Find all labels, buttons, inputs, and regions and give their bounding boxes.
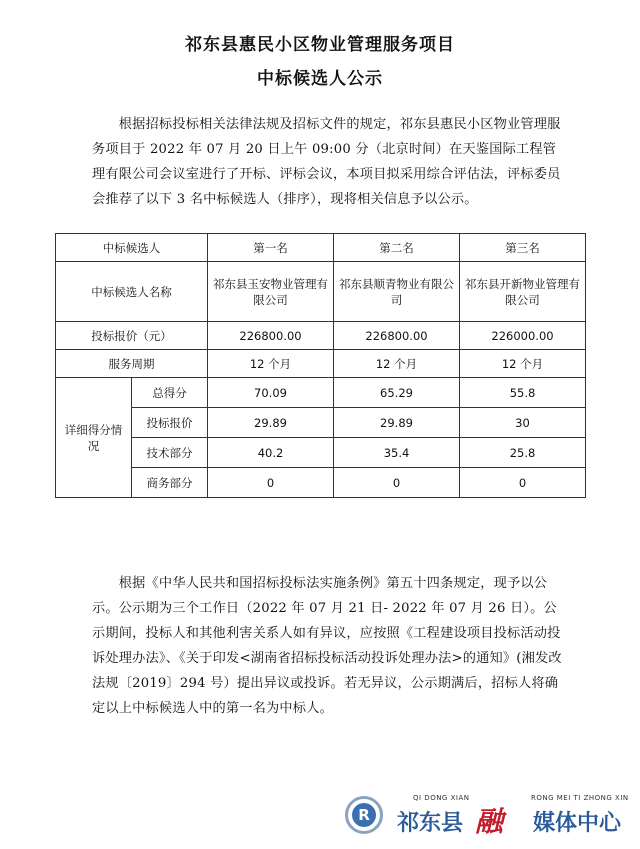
- period-cell: 12 个月: [334, 350, 460, 378]
- pinyin-right: RONG MEI TI ZHONG XIN: [531, 794, 629, 802]
- price-cell: 226800.00: [334, 322, 460, 350]
- score-cell: 40.2: [208, 438, 334, 468]
- header-label-cell: 中标候选人: [56, 234, 208, 262]
- score-cell: 25.8: [460, 438, 586, 468]
- table-row: [56, 262, 586, 322]
- price-cell: 226800.00: [208, 322, 334, 350]
- period-label-cell: 服务周期: [56, 350, 208, 378]
- rank-cell: 第三名: [460, 234, 586, 262]
- score-cell: 0: [334, 468, 460, 498]
- price-label-cell: 投标报价（元）: [56, 322, 208, 350]
- table-row: [56, 378, 586, 408]
- score-cell: 29.89: [208, 408, 334, 438]
- score-cell: 29.89: [334, 408, 460, 438]
- pinyin-left: QI DONG XIAN: [413, 794, 470, 802]
- score-cell: 35.4: [334, 438, 460, 468]
- table-row: [56, 438, 586, 468]
- table-row: [56, 234, 586, 262]
- media-logo-icon: [345, 796, 383, 834]
- rank-cell: 第二名: [334, 234, 460, 262]
- detail-group-label: 详细得分情况: [64, 422, 123, 453]
- score-cell: 70.09: [208, 378, 334, 408]
- watermark-text-mid: 融: [475, 805, 504, 838]
- candidate-name-cell: 祁东县玉安物业管理有限公司: [208, 262, 334, 322]
- watermark-text-left: 祁东县: [397, 811, 464, 836]
- score-cell: 30: [460, 408, 586, 438]
- logo-letter: R: [352, 803, 376, 827]
- name-label-cell: 中标候选人名称: [56, 262, 208, 322]
- candidate-name-cell: 祁东县开新物业管理有限公司: [460, 262, 586, 322]
- score-label-cell: 投标报价: [132, 408, 208, 438]
- notice-text: 根据《中华人民共和国招标投标法实施条例》第五十四条规定，现予以公示。公示期为三个工作日（2022 年 07 月 21 日- 2022 年 07 月 26 日）。公示期间，投标人和其他利害关系人如有异议，应按照《工程建设项目投标活动投诉处理办法》、《关于印发<湖南省招标投标活动投诉处理办法>的通知》(湘发改法规〔2019〕294 号）提出异议或投诉。若无异议，公示期满后，招标人将确定以上中标候选人中的第一名为中标人。: [92, 576, 562, 716]
- document-title: 祁东县惠民小区物业管理服务项目: [185, 35, 455, 55]
- media-center-watermark: [335, 792, 635, 844]
- watermark-text-right: 媒体中心: [533, 811, 622, 836]
- price-cell: 226000.00: [460, 322, 586, 350]
- score-cell: 55.8: [460, 378, 586, 408]
- score-cell: 0: [208, 468, 334, 498]
- intro-paragraph: [92, 112, 562, 212]
- rank-cell: 第一名: [208, 234, 334, 262]
- notice-paragraph: [92, 571, 562, 721]
- score-label-cell: 总得分: [132, 378, 208, 408]
- period-cell: 12 个月: [460, 350, 586, 378]
- intro-text: 根据招标投标相关法律法规及招标文件的规定，祁东县惠民小区物业管理服务项目于 2022 年 07 月 20 日上午 09:00 分（北京时间）在天鉴国际工程管理有限公司会议室进行了开标、评标会议，本项目拟采用综合评估法，评标委员会推荐了以下 3 名中标候选人（排序），现将相关信息予以公示。: [92, 117, 561, 207]
- period-cell: 12 个月: [208, 350, 334, 378]
- candidate-name-cell: 祁东县顺青物业有限公司: [334, 262, 460, 322]
- table-row: [56, 322, 586, 350]
- table-row: [56, 408, 586, 438]
- table-row: [56, 468, 586, 498]
- document-subtitle: 中标候选人公示: [257, 69, 383, 89]
- table-row: [56, 350, 586, 378]
- candidate-table: [55, 233, 586, 498]
- detail-group-cell: [56, 378, 132, 498]
- score-label-cell: 技术部分: [132, 438, 208, 468]
- score-cell: 65.29: [334, 378, 460, 408]
- score-label-cell: 商务部分: [132, 468, 208, 498]
- score-cell: 0: [460, 468, 586, 498]
